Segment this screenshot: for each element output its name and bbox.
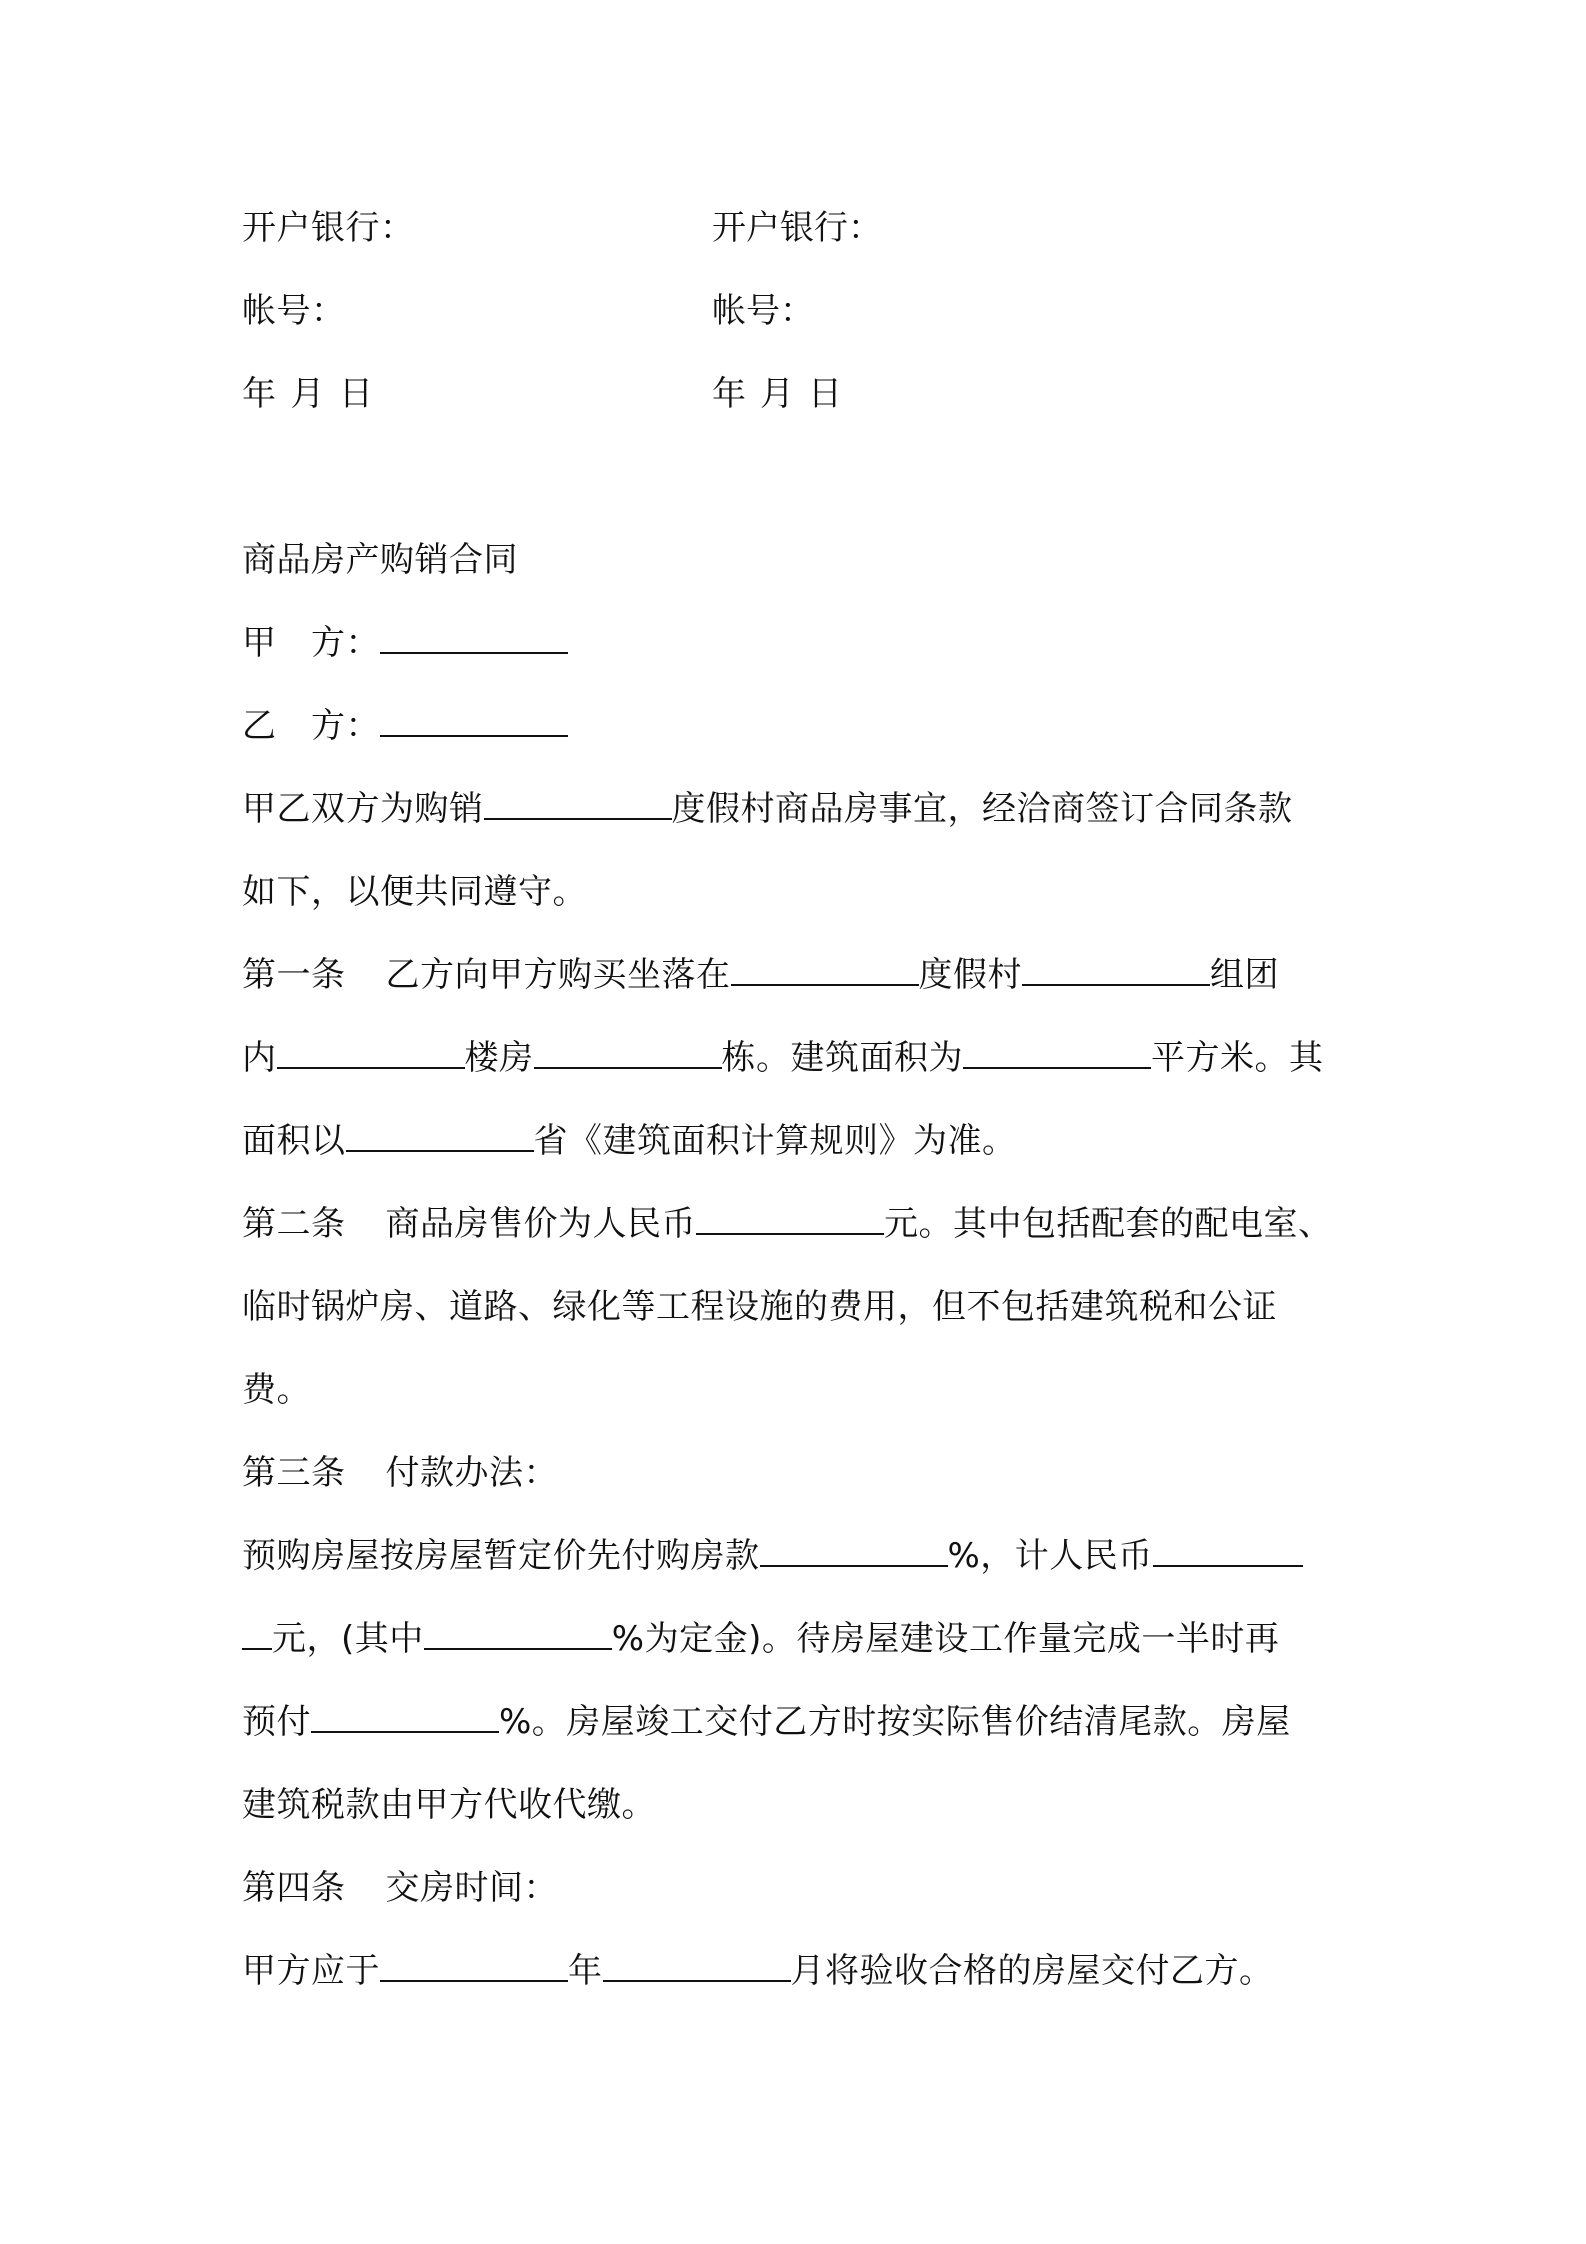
group-blank xyxy=(1022,954,1210,986)
price-blank xyxy=(696,1203,884,1235)
article-3-text-c: 元，(其中 xyxy=(272,1619,424,1659)
second-payment-percent-blank xyxy=(311,1701,499,1733)
article-2-label: 第二条 xyxy=(242,1204,346,1244)
article-4-label: 第四条 xyxy=(242,1868,346,1908)
location-blank xyxy=(731,954,919,986)
article-1-text-i: 省《建筑面积计算规则》为准。 xyxy=(533,1121,1017,1161)
article-2-text-a: 商品房售价为人民币 xyxy=(385,1204,696,1244)
right-date xyxy=(712,372,842,416)
article-1-text-c: 组团 xyxy=(1210,955,1279,995)
delivery-month-blank xyxy=(603,1950,791,1982)
article-3-title: 付款办法： xyxy=(385,1453,558,1493)
article-3-line-3 xyxy=(242,1700,1291,1744)
article-3-line-2 xyxy=(242,1617,1279,1661)
building-blank xyxy=(277,1037,465,1069)
party-b-label: 乙 方： xyxy=(242,706,380,746)
article-3-line-4: 建筑税款由甲方代收代缴。 xyxy=(242,1785,656,1825)
article-1-label: 第一条 xyxy=(242,955,346,995)
down-payment-amount-blank-cont xyxy=(242,1618,272,1650)
article-3-text-b: %，计人民币 xyxy=(947,1536,1153,1576)
down-payment-percent-blank xyxy=(760,1535,948,1567)
article-2-text-b: 元。其中包括配套的配电室、 xyxy=(884,1204,1333,1244)
right-account-label: 帐号： xyxy=(712,291,814,331)
area-blank xyxy=(963,1037,1151,1069)
intro-line-1 xyxy=(242,787,1293,831)
article-4-text-a: 甲方应于 xyxy=(242,1951,380,1991)
party-b-blank xyxy=(380,705,568,737)
down-payment-amount-blank xyxy=(1153,1535,1303,1567)
left-account-label: 帐号： xyxy=(242,291,346,331)
article-1-line-1 xyxy=(242,953,1279,997)
article-3-text-e: 预付 xyxy=(242,1702,311,1742)
intro-text-a: 甲乙双方为购销 xyxy=(242,789,484,829)
article-3-text-d: %为定金)。待房屋建设工作量完成一半时再 xyxy=(611,1619,1280,1659)
article-1-text-e: 楼房 xyxy=(464,1038,534,1078)
right-bank-label: 开户银行： xyxy=(712,208,882,248)
left-date xyxy=(242,372,374,416)
article-2-line-3: 费。 xyxy=(242,1370,311,1410)
article-4-text-c: 月将验收合格的房屋交付乙方。 xyxy=(790,1951,1274,1991)
party-a-label: 甲 方： xyxy=(242,623,380,663)
article-4-line-1 xyxy=(242,1949,1274,1993)
left-bank-label: 开户银行： xyxy=(242,208,415,248)
article-1-text-b: 度假村 xyxy=(918,955,1022,995)
article-1-text-d: 内 xyxy=(242,1038,277,1078)
right-date-year: 年 xyxy=(712,374,746,414)
left-date-month: 月 xyxy=(290,374,325,414)
article-1-line-3 xyxy=(242,1119,1017,1163)
contract-title: 商品房产购销合同 xyxy=(242,540,518,580)
party-a-line xyxy=(242,621,568,665)
article-3-heading xyxy=(242,1451,558,1495)
party-a-blank xyxy=(380,622,568,654)
province-blank xyxy=(346,1120,534,1152)
intro-text-b: 度假村商品房事宜，经洽商签订合同条款 xyxy=(671,789,1293,829)
article-3-label: 第三条 xyxy=(242,1453,346,1493)
article-2-line-2: 临时锅炉房、道路、绿化等工程设施的费用，但不包括建筑税和公证 xyxy=(242,1287,1277,1327)
article-1-text-g: 平方米。其 xyxy=(1151,1038,1324,1078)
article-2-line-1 xyxy=(242,1202,1333,1246)
article-1-text-h: 面积以 xyxy=(242,1121,346,1161)
delivery-year-blank xyxy=(380,1950,568,1982)
resort-name-blank xyxy=(484,788,672,820)
left-date-year: 年 xyxy=(242,374,277,414)
party-b-line xyxy=(242,704,568,748)
article-4-text-b: 年 xyxy=(568,1951,603,1991)
intro-line-2: 如下，以便共同遵守。 xyxy=(242,872,587,912)
left-date-day: 日 xyxy=(339,374,374,414)
article-4-title: 交房时间： xyxy=(385,1868,558,1908)
article-1-text-f: 栋。建筑面积为 xyxy=(721,1038,963,1078)
unit-count-blank xyxy=(534,1037,722,1069)
right-date-day: 日 xyxy=(808,374,842,414)
article-1-line-2 xyxy=(242,1036,1324,1080)
right-date-month: 月 xyxy=(760,374,794,414)
article-3-text-a: 预购房屋按房屋暂定价先付购房款 xyxy=(242,1536,760,1576)
article-3-line-1 xyxy=(242,1534,1303,1578)
article-4-heading xyxy=(242,1866,558,1910)
deposit-percent-blank xyxy=(424,1618,612,1650)
article-3-text-f: %。房屋竣工交付乙方时按实际售价结清尾款。房屋 xyxy=(499,1702,1291,1742)
article-1-text-a: 乙方向甲方购买坐落在 xyxy=(385,955,731,995)
